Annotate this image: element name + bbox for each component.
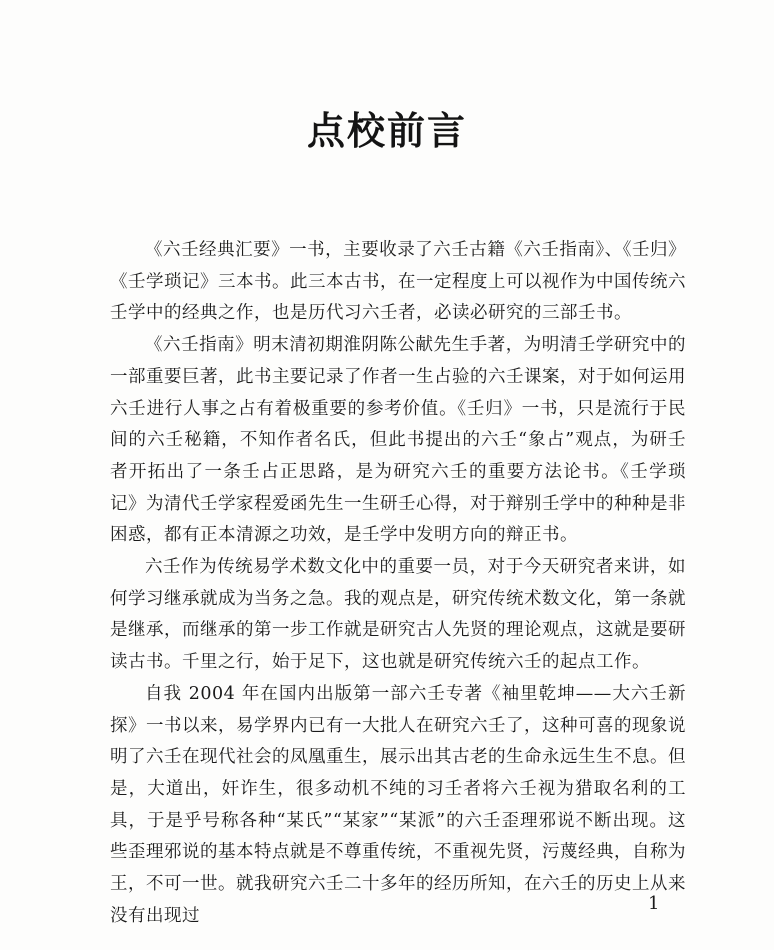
page-title: 点校前言: [306, 109, 467, 153]
page-number: 1: [648, 893, 660, 914]
paragraph-2: 《六壬指南》明末清初期淮阴陈公献先生手著，为明清壬学研究中的一部重要巨著，此书主要记录了作者一生占验的六壬课案，对于如何运用六壬进行人事之占有着极重要的参考价值。《壬归》一书，只是流行于民间的六壬秘籍，不知作者名氏，但此书提出的六壬“象占”观点，为研壬者开拓出了一条壬占正思路，是为研究六壬的重要方法论书。《壬学琐记》为清代壬学家程爱函先生一生研壬心得，对于辩别壬学中的种种是非困惑，都有正本清源之功效，是壬学中发明方向的辩正书。: [110, 335, 686, 546]
paragraph-3: 六壬作为传统易学术数文化中的重要一员，对于今天研究者来讲，如何学习继承就成为当务之急。我的观点是，研究传统术数文化，第一条就是继承，而继承的第一步工作就是研究古人先贤的理论观点，这就是要研读古书。千里之行，始于足下，这也就是研究传统六壬的起点工作。: [110, 557, 686, 673]
body-text: [110, 235, 686, 932]
paragraph-4: 自我 2004 年在国内出版第一部六壬专著《袖里乾坤——大六壬新探》一书以来，易学界内已有一大批人在研究六壬了，这种可喜的现象说明了六壬在现代社会的凤凰重生，展示出其古老的生命永远生生不息。但是，大道出，奸诈生，很多动机不纯的习壬者将六壬视为猎取名利的工具，于是乎号称各种“某氏”“某家”“某派”的六壬歪理邪说不断出现。这些歪理邪说的基本特点就是不尊重传统，不重视先贤，污蔑经典，自称为王，不可一世。就我研究六壬二十多年的经历所知，在六壬的历史上从来没有出现过: [110, 683, 686, 926]
paragraph-1: 《六壬经典汇要》一书，主要收录了六壬古籍《六壬指南》、《壬归》《壬学琐记》三本书。此三本古书，在一定程度上可以视作为中国传统六壬学中的经典之作，也是历代习六壬者，必读必研究的三部壬书。: [110, 240, 686, 324]
